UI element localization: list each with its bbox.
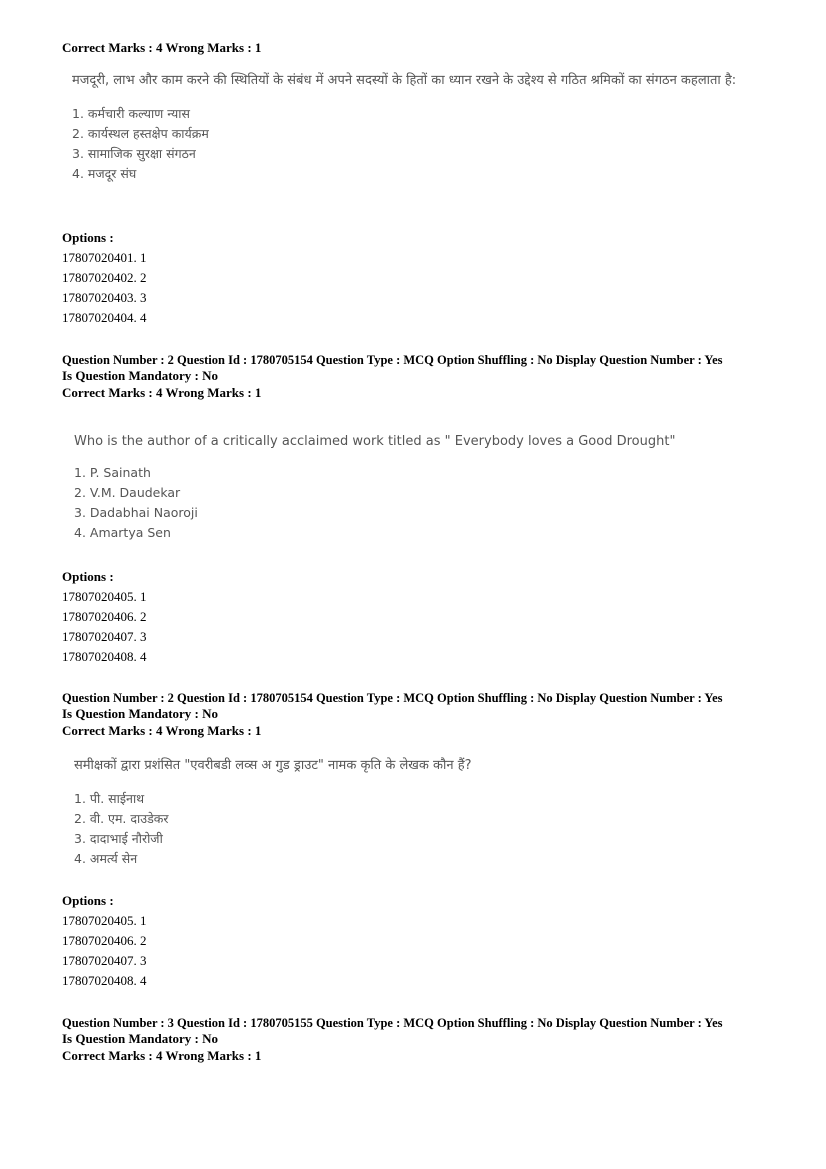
option-id: 17807020404. 4 <box>62 310 147 325</box>
option-id: 17807020402. 2 <box>62 270 147 285</box>
options-label: Options : <box>62 893 114 908</box>
option-id: 17807020405. 1 <box>62 589 147 604</box>
choice-item: 2. V.M. Daudekar <box>74 485 181 500</box>
option-id: 17807020405. 1 <box>62 913 147 928</box>
choice-list <box>72 104 752 184</box>
option-id: 17807020406. 2 <box>62 609 147 624</box>
mandatory-flag: Is Question Mandatory : No <box>62 368 219 383</box>
mandatory-flag: Is Question Mandatory : No <box>62 1031 219 1046</box>
options-label: Options : <box>62 569 114 584</box>
option-id: 17807020407. 3 <box>62 629 147 644</box>
choice-item: 1. कर्मचारी कल्याण न्यास <box>72 106 190 121</box>
option-id: 17807020403. 3 <box>62 290 147 305</box>
question-stem: मजदूरी, लाभ और काम करने की स्थितियों के संबंध में अपने सदस्यों के हितों का ध्यान रखने के उद्देश्य से गठित श्रमिकों का संगठन कहलाता है: <box>72 73 737 88</box>
choice-item: 1. P. Sainath <box>74 465 151 480</box>
choice-item: 2. कार्यस्थल हस्तक्षेप कार्यक्रम <box>72 126 209 141</box>
correct-wrong-marks: Correct Marks : 4 Wrong Marks : 1 <box>62 1048 262 1063</box>
mandatory-flag: Is Question Mandatory : No <box>62 706 219 721</box>
correct-wrong-marks: Correct Marks : 4 Wrong Marks : 1 <box>62 723 262 738</box>
choice-item: 3. सामाजिक सुरक्षा संगठन <box>72 146 196 161</box>
options-label: Options : <box>62 230 114 245</box>
question-image <box>74 757 754 869</box>
choice-item: 1. पी. साईनाथ <box>74 791 145 806</box>
option-id: 17807020407. 3 <box>62 953 147 968</box>
question-stem: Who is the author of a critically acclaimed work titled as " Everybody loves a Good Drought" <box>74 434 676 449</box>
option-id: 17807020408. 4 <box>62 649 147 664</box>
choice-item: 4. Amartya Sen <box>74 525 171 540</box>
option-id: 17807020406. 2 <box>62 933 147 948</box>
question-header: Question Number : 3 Question Id : 1780705155 Question Type : MCQ Option Shuffling : No Display Question Number : Yes <box>62 1016 723 1030</box>
option-id: 17807020401. 1 <box>62 250 147 265</box>
question-image <box>72 72 752 184</box>
question-header: Question Number : 2 Question Id : 1780705154 Question Type : MCQ Option Shuffling : No Display Question Number : Yes <box>62 691 723 705</box>
choice-item: 2. वी. एम. दाउडेकर <box>74 811 169 826</box>
choice-list <box>74 789 754 869</box>
question-image <box>74 433 754 543</box>
question-header: Question Number : 2 Question Id : 1780705154 Question Type : MCQ Option Shuffling : No Display Question Number : Yes <box>62 353 723 367</box>
choice-item: 4. अमर्त्य सेन <box>74 851 138 866</box>
choice-item: 4. मजदूर संघ <box>72 166 137 181</box>
question-stem: समीक्षकों द्वारा प्रशंसित "एवरीबडी लव्स अ गुड ड्राउट" नामक कृति के लेखक कौन हैं? <box>74 758 472 773</box>
choice-item: 3. दादाभाई नौरोजी <box>74 831 163 846</box>
option-id: 17807020408. 4 <box>62 973 147 988</box>
correct-wrong-marks: Correct Marks : 4 Wrong Marks : 1 <box>62 385 262 400</box>
choice-list <box>74 463 754 543</box>
correct-wrong-marks: Correct Marks : 4 Wrong Marks : 1 <box>62 40 262 55</box>
choice-item: 3. Dadabhai Naoroji <box>74 505 198 520</box>
